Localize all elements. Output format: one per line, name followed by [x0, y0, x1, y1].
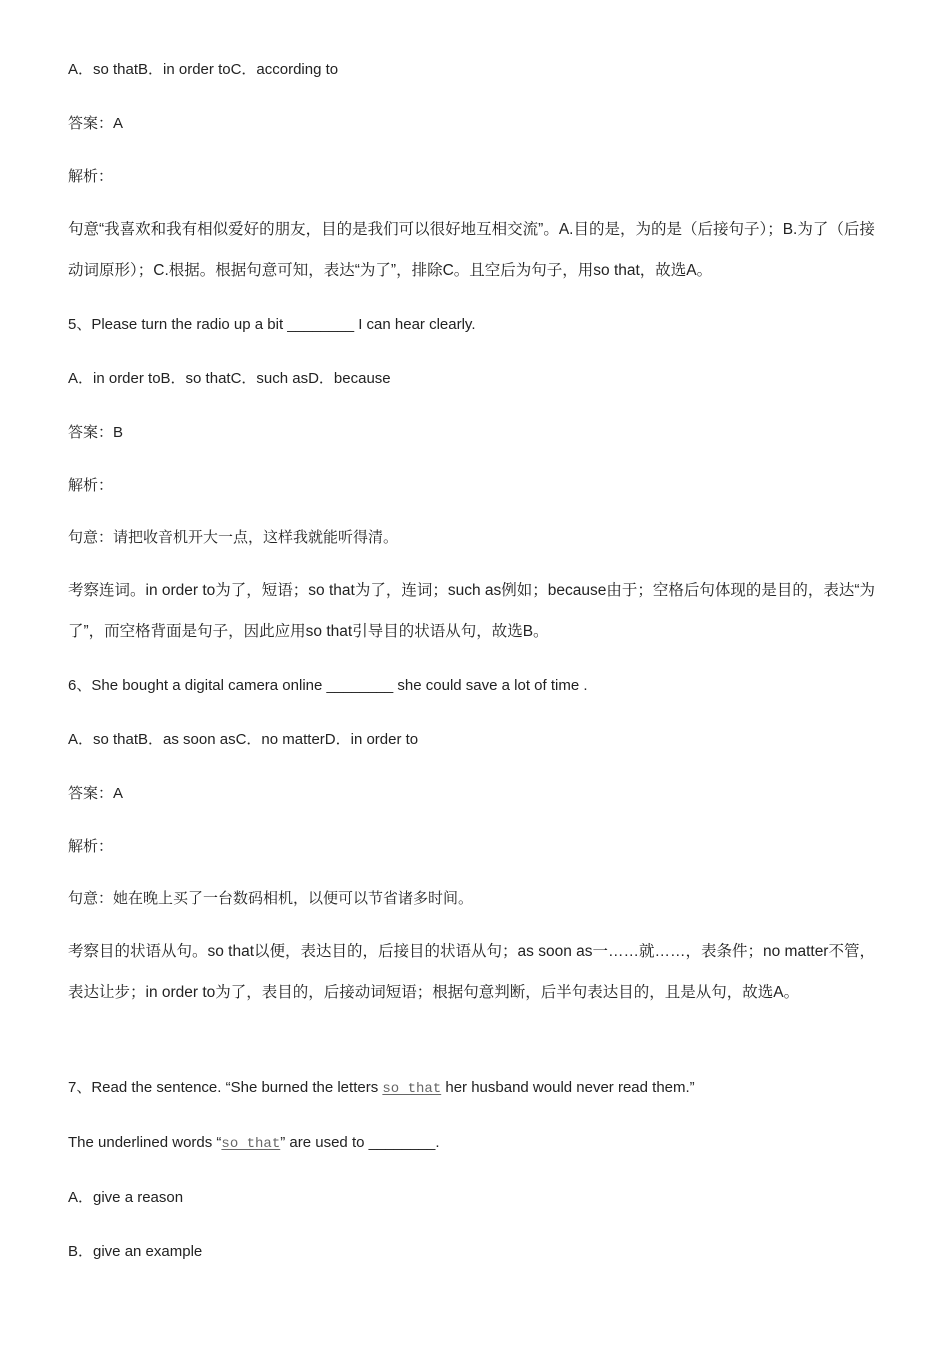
q5-analysis: 考察连词。in order to为了，短语；so that为了，连词；such as例如；because由于；空格后句体现的是目的，表达“为了”，而空格背面是句子，因此应用so that引导目的状语从句，故选B。 — [68, 582, 876, 640]
q7-sub-underlined-phrase: so that — [221, 1136, 281, 1152]
q5-options: A．in order toB．so thatC．such asD．because — [68, 370, 391, 387]
q7-sub-post: ” are used to ________. — [280, 1134, 440, 1151]
q5-answer: 答案：B — [68, 424, 124, 441]
q7-sub-pre: The underlined words “ — [68, 1134, 222, 1151]
q6-analysis: 考察目的状语从句。so that以便，表达目的，后接目的状语从句；as soon as一……就……，表条件；no matter不管，表达让步；in order to为了，表目的，后接动词短语；根据句意判断，后半句表达目的，且是从句，故选A。 — [68, 943, 875, 1001]
q4-analysis: 句意“我喜欢和我有相似爱好的朋友，目的是我们可以很好地互相交流”。A.目的是，为的是（后接句子）；B.为了（后接动词原形）；C.根据。根据句意可知，表达“为了”，排除C。且空后为句子，用so that，故选A。 — [68, 221, 875, 279]
q5-meaning: 句意：请把收音机开大一点，这样我就能听得清。 — [68, 529, 399, 546]
q7-option-b: B．give an example — [68, 1243, 203, 1260]
q4-analysis-label: 解析： — [68, 168, 114, 185]
q4-options: A．so thatB．in order toC．according to — [68, 61, 339, 78]
q7-underlined-phrase: so that — [382, 1081, 442, 1097]
q6-options: A．so thatB．as soon asC．no matterD．in order to — [68, 731, 419, 748]
q7-subquestion — [68, 1133, 888, 1154]
q5-question: 5、Please turn the radio up a bit ________ I can hear clearly. — [68, 316, 476, 333]
q7-question-post: her husband would never read them.” — [441, 1079, 695, 1096]
q5-analysis-label: 解析： — [68, 477, 114, 494]
q6-answer: 答案：A — [68, 785, 124, 802]
q4-answer: 答案：A — [68, 115, 124, 132]
q6-meaning: 句意：她在晚上买了一台数码相机，以便可以节省诸多时间。 — [68, 890, 474, 907]
q6-analysis-label: 解析： — [68, 838, 114, 855]
q6-question: 6、She bought a digital camera online ________ she could save a lot of time . — [68, 677, 588, 694]
q7-option-a: A．give a reason — [68, 1189, 184, 1206]
q7-question-pre: 7、Read the sentence. “She burned the letters — [68, 1079, 383, 1096]
q7-question — [68, 1078, 888, 1099]
